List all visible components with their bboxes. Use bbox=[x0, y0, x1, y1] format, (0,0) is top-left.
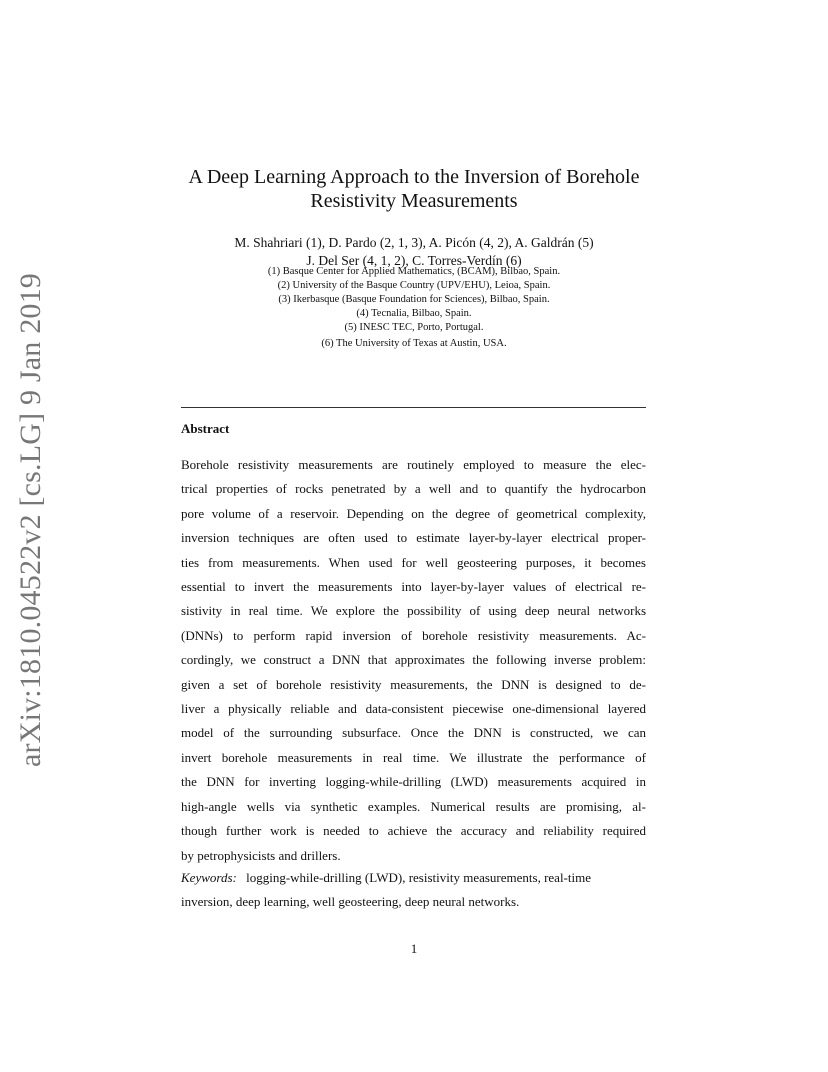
abstract-line: sistivity in real time. We explore the possibility of using deep neural networks bbox=[181, 603, 646, 619]
abstract-heading: Abstract bbox=[181, 421, 230, 436]
horizontal-divider bbox=[181, 407, 646, 408]
affiliation-item: (2) University of the Basque Country (UPV/EHU), Leioa, Spain. bbox=[277, 280, 551, 291]
abstract-line: Borehole resistivity measurements are routinely employed to measure the elec- bbox=[181, 457, 646, 472]
abstract-line: model of the surrounding subsurface. Once the DNN is constructed, we can bbox=[181, 725, 646, 741]
abstract-line: inversion techniques are often used to estimate layer-by-layer electrical proper- bbox=[181, 530, 646, 546]
affiliation-item: (3) Ikerbasque (Basque Foundation for Sciences), Bilbao, Spain. bbox=[278, 294, 550, 305]
arxiv-stamp bbox=[6, 273, 56, 767]
abstract-line: high-angle wells via synthetic examples. Numerical results are promising, al- bbox=[181, 798, 646, 814]
affiliation-item: (6) The University of Texas at Austin, USA. bbox=[321, 338, 507, 349]
arxiv-stamp-text: arXiv:1810.04522v2 [cs.LG] 9 Jan 2019 bbox=[14, 273, 47, 767]
keywords-text: logging-while-drilling (LWD), resistivity measurements, real-time bbox=[246, 870, 591, 885]
abstract-line: though further work is needed to achieve the accuracy and reliability required bbox=[181, 823, 646, 839]
affiliation-item: (4) Tecnalia, Bilbao, Spain. bbox=[356, 308, 472, 319]
abstract-line: given a set of borehole resistivity measurements, the DNN is designed to de- bbox=[181, 676, 646, 692]
abstract-line: (DNNs) to perform rapid inversion of borehole resistivity measurements. Ac- bbox=[181, 627, 646, 643]
author-line: J. Del Ser (4, 1, 2), C. Torres-Verdín (6) bbox=[306, 253, 522, 268]
title-line: A Deep Learning Approach to the Inversion of Borehole bbox=[188, 166, 640, 188]
abstract-line: invert borehole measurements in real time. We illustrate the performance of bbox=[181, 749, 646, 765]
abstract-line: essential to invert the measurements into layer-by-layer values of electrical re- bbox=[181, 579, 646, 595]
abstract-line: cordingly, we construct a DNN that approximates the following inverse problem: bbox=[181, 652, 646, 668]
abstract-line: by petrophysicists and drillers. bbox=[181, 847, 341, 863]
affiliation-item: (1) Basque Center for Applied Mathematics, (BCAM), Bilbao, Spain. bbox=[267, 266, 561, 277]
title-line: Resistivity Measurements bbox=[310, 190, 518, 212]
affiliation-item: (5) INESC TEC, Porto, Portugal. bbox=[344, 322, 484, 333]
abstract-line: ties from measurements. When used for well geosteering purposes, it becomes bbox=[181, 554, 646, 570]
affiliation-list bbox=[150, 265, 678, 351]
author-line: M. Shahriari (1), D. Pardo (2, 1, 3), A. Picón (4, 2), A. Galdrán (5) bbox=[234, 235, 594, 250]
abstract-text bbox=[181, 453, 646, 868]
abstract-line: the DNN for inverting logging-while-drilling (LWD) measurements acquired in bbox=[181, 774, 646, 790]
abstract-line: liver a physically reliable and data-consistent piecewise one-dimensional layered bbox=[181, 701, 646, 717]
paper-title bbox=[150, 165, 678, 213]
abstract-line: trical properties of rocks penetrated by a well and to quantify the hydrocarbon bbox=[181, 481, 646, 497]
keywords-label: Keywords: bbox=[181, 870, 237, 885]
page-number: 1 bbox=[410, 941, 418, 956]
abstract-line: pore volume of a reservoir. Depending on the degree of geometrical complexity, bbox=[181, 505, 646, 521]
keywords-section bbox=[181, 866, 646, 914]
keywords-text: inversion, deep learning, well geosteering, deep neural networks. bbox=[181, 894, 520, 909]
